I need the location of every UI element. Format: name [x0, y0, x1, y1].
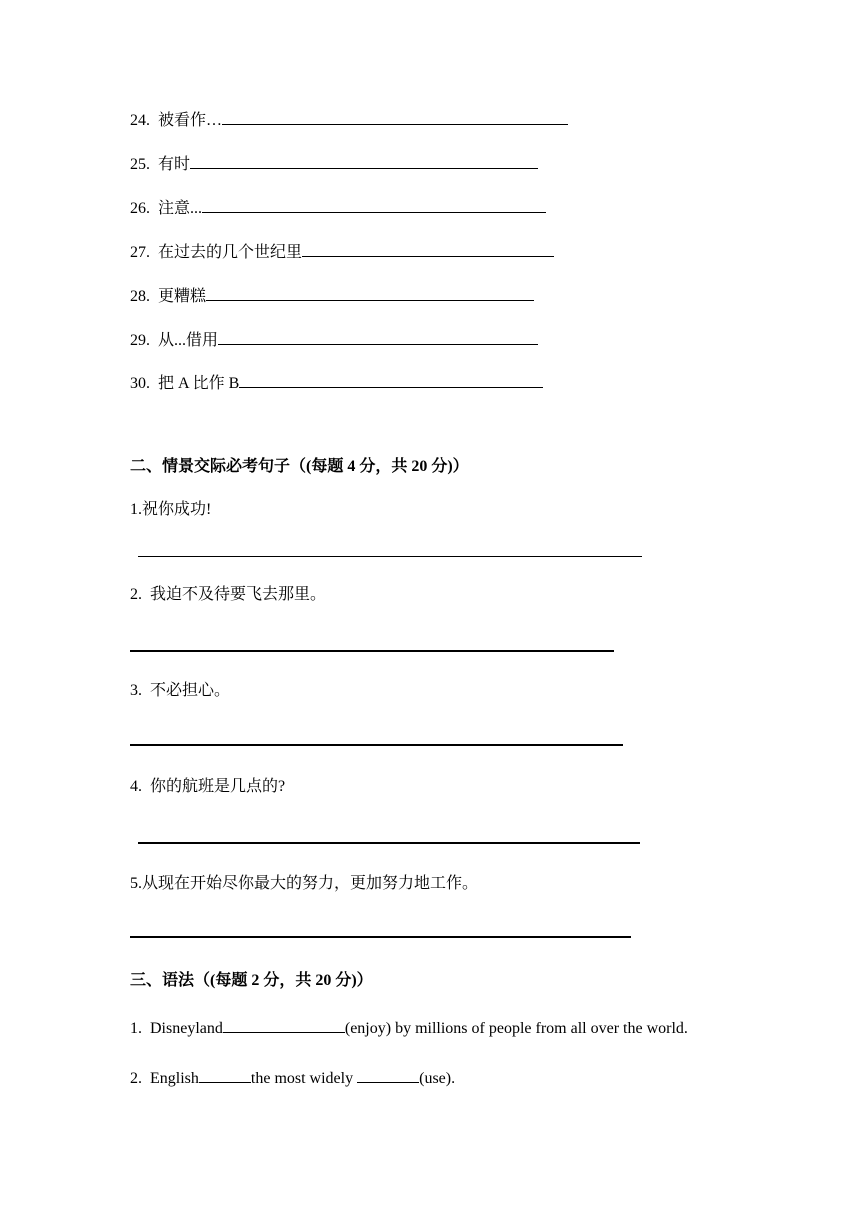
answer-blank[interactable]: [190, 154, 538, 169]
vocab-item-25: [130, 154, 538, 175]
item-prompt: 在过去的几个世纪里: [158, 244, 303, 261]
item-prompt-before: English: [150, 1070, 199, 1087]
answer-line-1[interactable]: [138, 556, 642, 557]
item-prompt-after: (enjoy) by millions of people from all over the world.: [344, 1020, 688, 1037]
item-prompt: 你的航班是几点的?: [150, 778, 286, 795]
item-prompt: 把 A 比作 B: [158, 375, 240, 392]
item-number: 2.: [130, 586, 142, 603]
item-number: 4.: [130, 778, 142, 795]
answer-blank[interactable]: [218, 330, 538, 345]
sentence-item-5: [130, 874, 478, 894]
grammar-item-1: [130, 1018, 688, 1039]
item-prompt: 被看作…: [158, 112, 223, 129]
answer-blank[interactable]: [239, 373, 543, 388]
item-number: 24.: [130, 112, 150, 129]
item-number: 5.: [130, 875, 142, 892]
answer-line-2[interactable]: [130, 650, 614, 652]
item-prompt: 有时: [158, 156, 191, 173]
section-2-heading: 二、情景交际必考句子（(每题 4 分，共 20 分)）: [130, 458, 469, 475]
item-number: 29.: [130, 332, 150, 349]
answer-blank[interactable]: [302, 242, 554, 257]
item-prompt-before: Disneyland: [150, 1020, 223, 1037]
answer-blank[interactable]: [202, 198, 546, 213]
vocab-item-24: [130, 110, 568, 131]
vocab-item-27: [130, 242, 554, 263]
sentence-item-2: [130, 585, 326, 605]
item-prompt: 我迫不及待要飞去那里。: [150, 586, 327, 603]
item-prompt: 更糟糕: [158, 288, 207, 305]
item-number: 1.: [130, 501, 142, 518]
item-number: 28.: [130, 288, 150, 305]
item-prompt: 不必担心。: [150, 682, 231, 699]
answer-blank[interactable]: [222, 110, 568, 125]
vocab-item-26: [130, 198, 546, 219]
item-number: 27.: [130, 244, 150, 261]
item-number: 30.: [130, 375, 150, 392]
sentence-item-3: [130, 681, 230, 701]
item-number: 25.: [130, 156, 150, 173]
answer-line-4[interactable]: [138, 842, 640, 844]
item-prompt-middle: the most widely: [250, 1070, 358, 1087]
answer-line-3[interactable]: [130, 744, 623, 746]
answer-blank[interactable]: [223, 1018, 345, 1033]
grammar-item-2: [130, 1068, 455, 1089]
item-prompt: 祝你成功!: [142, 501, 212, 518]
item-number: 26.: [130, 200, 150, 217]
answer-blank[interactable]: [206, 286, 534, 301]
item-prompt: 从...借用: [158, 332, 219, 349]
vocab-item-28: [130, 286, 534, 307]
answer-blank[interactable]: [199, 1068, 251, 1083]
sentence-item-1: [130, 500, 211, 520]
section-3-heading: 三、语法（(每题 2 分，共 20 分)）: [130, 972, 373, 989]
answer-line-5[interactable]: [130, 936, 631, 938]
item-number: 3.: [130, 682, 142, 699]
item-prompt-after: (use).: [419, 1070, 456, 1087]
item-number: 1.: [130, 1020, 142, 1037]
vocab-item-29: [130, 330, 538, 351]
answer-blank[interactable]: [357, 1068, 419, 1083]
sentence-item-4: [130, 777, 285, 797]
vocab-item-30: [130, 373, 543, 394]
item-number: 2.: [130, 1070, 142, 1087]
item-prompt: 从现在开始尽你最大的努力，更加努力地工作。: [142, 875, 479, 892]
item-prompt: 注意...: [158, 200, 203, 217]
